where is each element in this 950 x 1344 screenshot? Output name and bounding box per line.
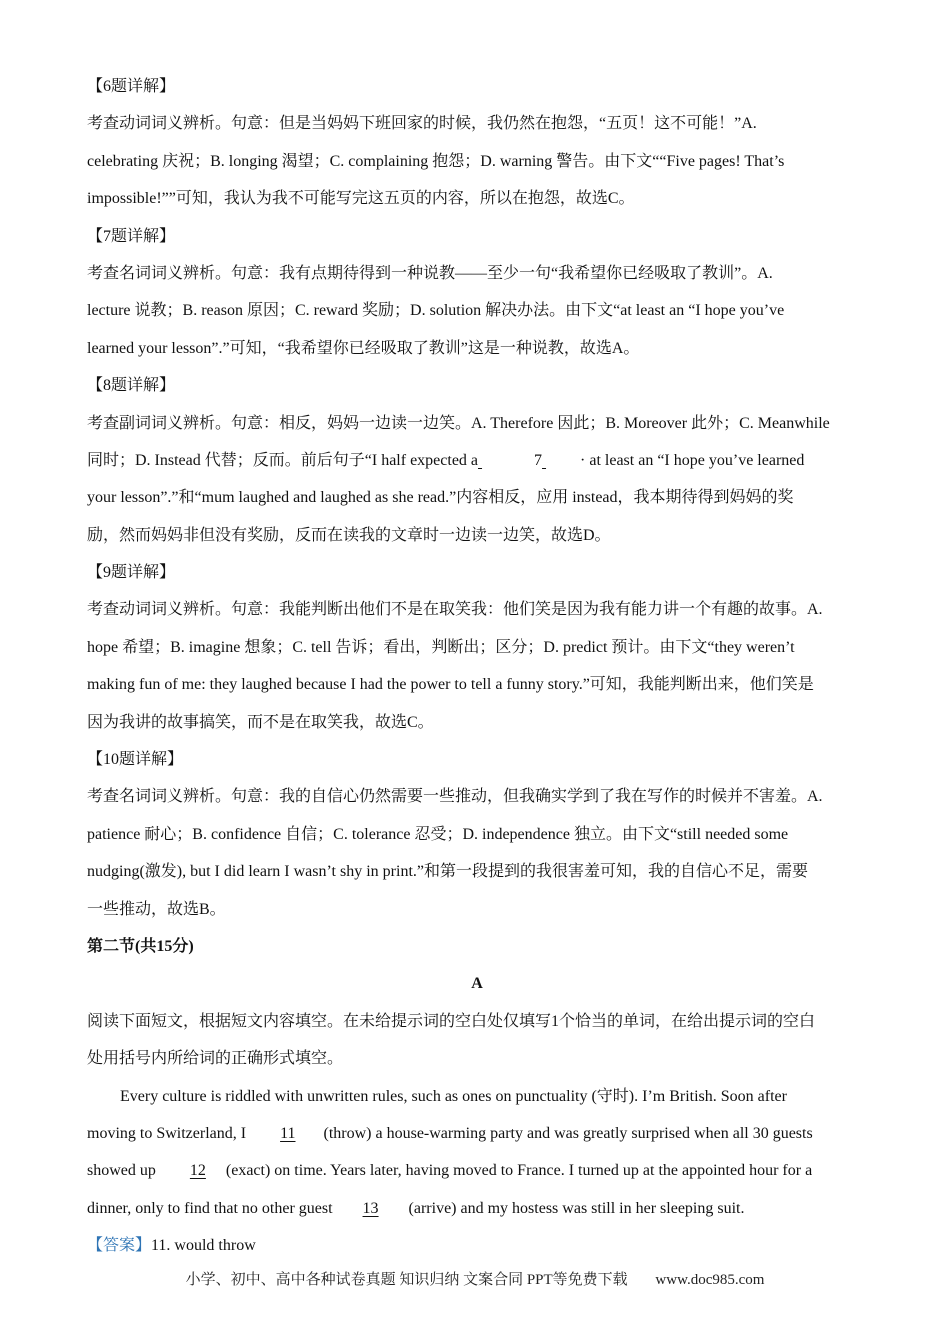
q8-heading: 【8题详解】 <box>87 377 176 395</box>
q10-line-3: nudging(激发), but I did learn I wasn’t shy in print.”和第一段提到的我很害羞可知，我的自信心不足，需要 <box>87 863 808 881</box>
footer-text: 小学、初中、高中各种试卷真题 知识归纳 文案合同 PPT等免费下载 <box>185 1272 628 1288</box>
passage-line-3 <box>87 1158 867 1195</box>
page-footer <box>0 1268 950 1289</box>
passage-line-4 <box>87 1196 867 1233</box>
passage-line-2 <box>87 1121 867 1158</box>
passage-line-4-post: (arrive) and my hostess was still in her sleeping suit. <box>408 1199 745 1217</box>
q6-line-1: 考查动词词义辨析。句意：但是当妈妈下班回家的时候，我仍然在抱怨，“五页！这不可能！”A. <box>87 115 757 133</box>
q10-line-4: 一些推动，故选B。 <box>87 900 226 918</box>
section-part-label: A <box>471 975 483 993</box>
q8-line-4: 励，然而妈妈非但没有奖励，反而在读我的文章时一边读一边笑，故选D。 <box>87 526 611 544</box>
passage-line-1: Every culture is riddled with unwritten rules, such as ones on punctuality (守时). I’m British. Soon after <box>120 1087 787 1105</box>
answer-tag: 【答案】 <box>87 1237 152 1255</box>
q6-heading: 【6题详解】 <box>87 78 176 95</box>
q10-heading: 【10题详解】 <box>87 751 184 769</box>
blank-11: 11 <box>280 1124 296 1142</box>
q9-line-4: 因为我讲的故事搞笑，而不是在取笑我，故选C。 <box>87 713 434 731</box>
q9-heading: 【9题详解】 <box>87 564 176 582</box>
q8-blank-underline <box>478 448 534 474</box>
q9-line-3: making fun of me: they laughed because I had the power to tell a funny story.”可知，我能判断出来，他们笑是 <box>87 676 814 694</box>
instructions-line-1: 阅读下面短文，根据短文内容填空。在未给提示词的空白处仅填写1个恰当的单词，在给出提示词的空白 <box>87 1012 816 1030</box>
footer-url[interactable]: www.doc985.com <box>655 1272 765 1288</box>
q9-line-1: 考查动词词义辨析。句意：我能判断出他们不是在取笑我：他们笑是因为我有能力讲一个有趣的故事。A. <box>87 601 823 619</box>
q8-line-3: your lesson”.”和“mum laughed and laughed as she read.”内容相反，应用 instead，我本期待得到妈妈的奖 <box>87 489 794 507</box>
q7-line-3: learned your lesson”.”可知，“我希望你已经吸取了教训”这是一种说教，故选A。 <box>87 339 640 357</box>
q8-line-2 <box>87 448 867 485</box>
q8-line-1: 考查副词词义辨析。句意：相反，妈妈一边读一边笑。A. Therefore 因此；B. Moreover 此外；C. Meanwhile <box>87 414 830 432</box>
answer-text: 11. would throw <box>151 1237 256 1255</box>
q7-line-1: 考查名词词义辨析。句意：我有点期待得到一种说教——至少一句“我希望你已经吸取了教训”。A. <box>87 264 773 282</box>
blank-12: 12 <box>189 1162 206 1180</box>
document-content <box>87 74 867 1271</box>
q6-line-2: celebrating 庆祝；B. longing 渴望；C. complaining 抱怨；D. warning 警告。由下文““Five pages! That’s <box>87 152 785 170</box>
q8-line-2-pre: 同时；D. Instead 代替；反而。前后句子“I half expected a <box>87 451 479 469</box>
q8-blank-number: 7 <box>534 451 543 469</box>
passage-line-4-pre: dinner, only to find that no other guest <box>87 1199 333 1217</box>
section-title: 第二节(共15分) <box>87 937 194 955</box>
instructions-line-2: 处用括号内所给词的正确形式填空。 <box>87 1050 344 1068</box>
q10-line-2: patience 耐心；B. confidence 自信；C. tolerance 忍受；D. independence 独立。由下文“still needed some <box>87 825 789 843</box>
passage-line-2-post: (throw) a house-warming party and was greatly surprised when all 30 guests <box>323 1124 813 1142</box>
blank-13: 13 <box>362 1199 379 1217</box>
answer-line <box>87 1233 867 1270</box>
passage-line-3-post: (exact) on time. Years later, having moved to France. I turned up at the appointed hour for a <box>225 1162 813 1180</box>
q10-line-1: 考查名词词义辨析。句意：我的自信心仍然需要一些推动，但我确实学到了我在写作的时候并不害羞。A. <box>87 788 823 806</box>
passage-line-3-pre: showed up <box>87 1162 156 1180</box>
q8-line-2-post: · at least an “I hope you’ve learned <box>580 451 805 469</box>
passage-line-2-pre: moving to Switzerland, I <box>87 1124 247 1142</box>
q7-line-2: lecture 说教；B. reason 原因；C. reward 奖励；D. solution 解决办法。由下文“at least an “I hope you’ve <box>87 302 785 320</box>
q9-line-2: hope 希望；B. imagine 想象；C. tell 告诉；看出，判断出；区分；D. predict 预计。由下文“they weren’t <box>87 638 795 656</box>
q8-blank-underline-2 <box>542 448 576 474</box>
q7-heading: 【7题详解】 <box>87 227 176 245</box>
q6-line-3: impossible!””可知，我认为我不可能写完这五页的内容，所以在抱怨，故选C。 <box>87 190 635 208</box>
